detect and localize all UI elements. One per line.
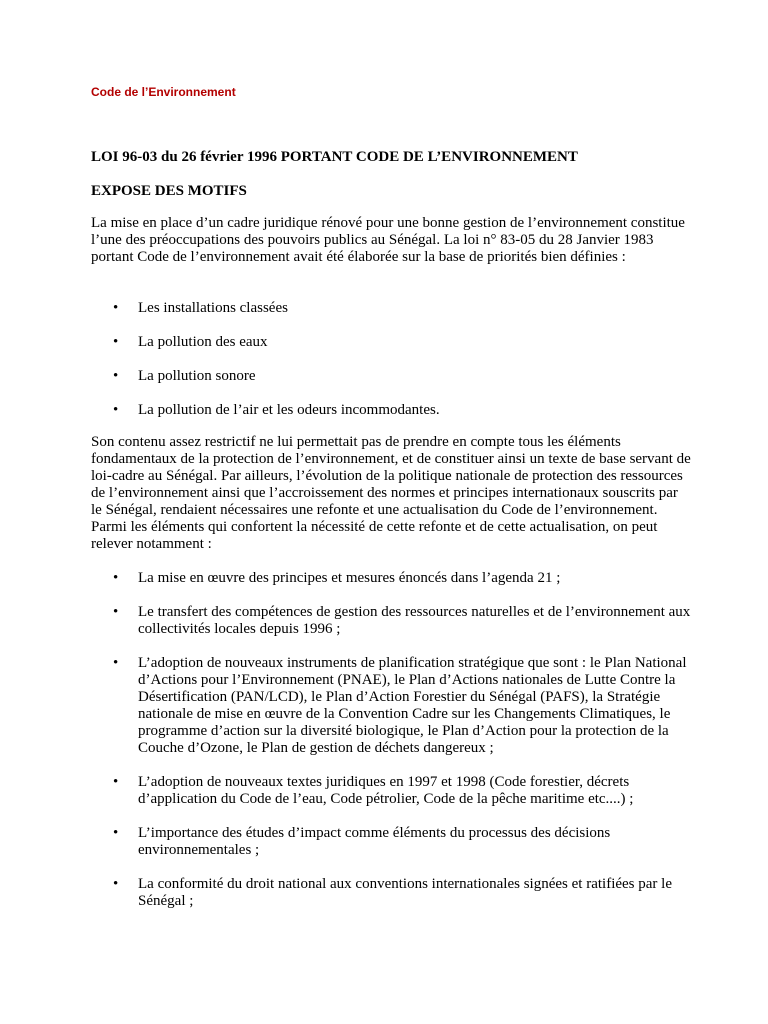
list-item-text: Les installations classées	[138, 300, 288, 316]
list-item-text: L’adoption de nouveaux instruments de planification stratégique que sont : le Plan National d’Actions pour l’Environnement (PNAE), le Plan d’Actions nationales de Lutte Contre la Désertification (PAN/LCD), le Plan d’Action Forestier du Sénégal (PAFS), la Stratégie nationale de mise en œuvre de la Convention Cadre sur les Changements Climatiques, le programme d’action sur la diversité biologique, le Plan d’Action pour la protection de la Couche d’Ozone, le Plan de gestion de déchets dangereux ;	[138, 655, 687, 756]
list-item-text: La conformité du droit national aux conventions internationales signées et ratifiées par le Sénégal ;	[138, 876, 672, 909]
bullet-icon: •	[113, 655, 119, 671]
bullet-icon: •	[113, 402, 119, 418]
reasons-list	[91, 570, 691, 927]
bullet-icon: •	[113, 368, 119, 384]
list-item	[91, 402, 691, 419]
bullet-icon: •	[113, 604, 119, 620]
list-item-text: La pollution sonore	[138, 368, 256, 384]
list-item-text: La pollution des eaux	[138, 334, 268, 350]
list-item-text: L’adoption de nouveaux textes juridiques en 1997 et 1998 (Code forestier, décrets d’application du Code de l’eau, Code pétrolier, Code de la pêche maritime etc....) ;	[138, 774, 634, 807]
bullet-icon: •	[113, 876, 119, 892]
bullet-icon: •	[113, 334, 119, 350]
list-item	[91, 604, 691, 638]
list-item	[91, 655, 691, 757]
list-item	[91, 300, 691, 317]
bullet-icon: •	[113, 774, 119, 790]
section-title: EXPOSE DES MOTIFS	[91, 183, 247, 199]
list-item-text: Le transfert des compétences de gestion des ressources naturelles et de l’environnement aux collectivités locales depuis 1996 ;	[138, 604, 691, 637]
list-item	[91, 825, 691, 859]
list-item	[91, 876, 691, 910]
law-title: LOI 96-03 du 26 février 1996 PORTANT CODE DE L’ENVIRONNEMENT	[91, 149, 578, 165]
list-item-text: La mise en œuvre des principes et mesures énoncés dans l’agenda 21 ;	[138, 570, 561, 586]
context-paragraph: Son contenu assez restrictif ne lui permettait pas de prendre en compte tous les éléments fondamentaux de la protection de l’environnement, et de constituer ainsi un texte de base servant de loi-cadre au Sénégal. Par ailleurs, l’évolution de la politique nationale de protection des ressources de l’environnement ainsi que l’accroissement des normes et principes internationaux souscrits par le Sénégal, rendaient nécessaires une refonte et une actualisation du Code de l’environnement. Parmi les éléments qui confortent la nécessité de cette refonte et de cette actualisation, on peut relever notamment :	[91, 434, 691, 552]
list-item	[91, 774, 691, 808]
list-item	[91, 368, 691, 385]
page-header-title: Code de l’Environnement	[91, 85, 236, 99]
bullet-icon: •	[113, 570, 119, 586]
intro-paragraph: La mise en place d’un cadre juridique rénové pour une bonne gestion de l’environnement constitue l’une des préoccupations des pouvoirs publics au Sénégal. La loi n° 83-05 du 28 Janvier 1983 portant Code de l’environnement avait été élaborée sur la base de priorités bien définies :	[91, 215, 685, 265]
list-item-text: La pollution de l’air et les odeurs incommodantes.	[138, 402, 440, 418]
bullet-icon: •	[113, 825, 119, 841]
priorities-list	[91, 300, 691, 436]
list-item-text: L’importance des études d’impact comme éléments du processus des décisions environnementales ;	[138, 825, 611, 858]
list-item	[91, 334, 691, 351]
bullet-icon: •	[113, 300, 119, 316]
list-item	[91, 570, 691, 587]
